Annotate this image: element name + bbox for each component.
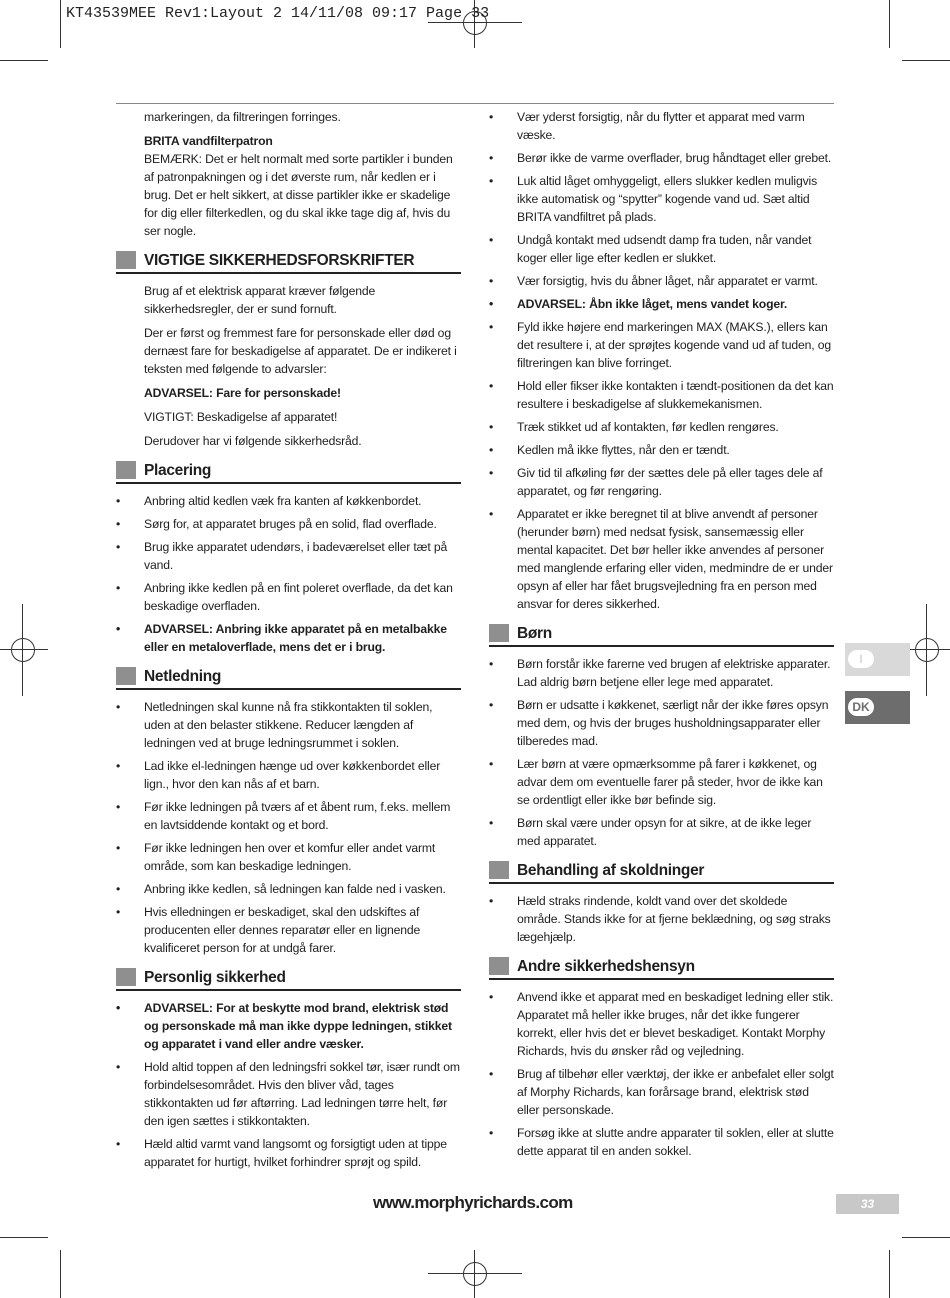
heading-marker — [116, 667, 136, 685]
heading-marker — [489, 624, 509, 642]
crop-mark — [902, 1237, 950, 1238]
brita-text: BEMÆRK: Det er helt normalt med sorte partikler i bunden af patronpakningen og i det øverste rum, når kedlen er i brug. Det er helt sikkert, at disse partikler ikke er skadelige for dig eller filterkedlen, og du skal ikke tage dig af, hvis du ser nogle. — [144, 152, 453, 238]
list-item: • Hæld altid varmt vand langsomt og forsigtigt uden at tippe apparatet for hurtigt, hvilket forhindrer sprøjt og spild. — [116, 1137, 447, 1169]
list-item: • Hvis elledningen er beskadiget, skal den udskiftes af producenten eller dennes reparatør eller en lignende kvalificeret person for at undgå farer. — [116, 905, 421, 955]
right-column — [489, 108, 834, 1165]
crop-mark — [902, 60, 950, 61]
list-item: • Sørg for, at apparatet bruges på en solid, flad overflade. — [116, 517, 437, 531]
list-item: • Forsøg ikke at slutte andre apparater til soklen, eller at slutte dette apparat til en anden sokkel. — [489, 1126, 834, 1158]
list-item: • Træk stikket ud af kontakten, før kedlen rengøres. — [489, 420, 779, 434]
list-item: • Brug af tilbehør eller værktøj, der ikke er anbefalet eller solgt af Morphy Richards, kan forårsage brand, elektrisk stød eller personskade. — [489, 1067, 834, 1117]
safety-important: VIGTIGT: Beskadigelse af apparatet! — [144, 410, 338, 424]
section-heading-born: Børn — [489, 623, 834, 647]
list-item: • Lær børn at være opmærksomme på farer i køkkenet, og advar dem om eventuelle farer på steder, hvor de ikke kan se ordentligt eller ikke bør befinde sig. — [489, 757, 823, 807]
personlig-list — [116, 999, 461, 1171]
list-item: • Hold eller fikser ikke kontakten i tændt-positionen da det kan resultere i beskadigelse af slukkemekanismen. — [489, 379, 834, 411]
list-item-warning: • ADVARSEL: For at beskytte mod brand, elektrisk stød og personskade må man ikke dyppe ledningen, stikket og apparatet i vand eller andre væsker. — [116, 1001, 452, 1051]
crop-mark — [926, 604, 927, 696]
header-rule — [116, 103, 834, 104]
language-code-badge: I — [848, 650, 874, 668]
safety-paragraph: Derudover har vi følgende sikkerhedsråd. — [144, 434, 362, 448]
heading-marker — [489, 957, 509, 975]
list-item: • Før ikke ledningen på tværs af et åbent rum, f.eks. mellem en lavtsiddende kontakt og et bord. — [116, 800, 451, 832]
registration-mark-icon — [463, 1262, 487, 1286]
crop-mark — [889, 1250, 890, 1298]
crop-mark — [0, 60, 48, 61]
heading-marker — [116, 251, 136, 269]
list-item: • Luk altid låget omhyggeligt, ellers slukker kedlen muligvis ikke automatisk og “spytter” kogende vand ud. Sæt altid BRITA vandfiltret på plads. — [489, 174, 818, 224]
list-item: • Fyld ikke højere end markeringen MAX (MAKS.), ellers kan det resultere i, at der sprøjtes kogende vand ud af tuden, og filtreringen kan blive forringet. — [489, 320, 832, 370]
safety-paragraph: Der er først og fremmest fare for personskade eller død og dernæst fare for beskadigelse af apparatet. De er indikeret i teksten med følgende to advarsler: — [144, 326, 457, 376]
section-heading-skoldninger: Behandling af skoldninger — [489, 860, 834, 884]
website-url: www.morphyrichards.com — [373, 1193, 573, 1212]
list-item: • Apparatet er ikke beregnet til at blive anvendt af personer (herunder børn) med nedsat fysisk, sansemæssig eller mental kapacitet. Det bør heller ikke anvendes af personer med manglende erfaring eller viden, medmindre de er under opsyn af eller har fået brugsvejledning fra en person med ansvar for deres sikkerhed. — [489, 507, 833, 611]
list-item: • Netledningen skal kunne nå fra stikkontakten til soklen, uden at den belaster stikkene. Reducer længden af ledningen ved at bruge ledningsrummet i soklen. — [116, 700, 433, 750]
safety-warning: ADVARSEL: Fare for personskade! — [144, 386, 341, 400]
list-item: • Anvend ikke et apparat med en beskadiget ledning eller stik. Apparatet må heller ikke bruges, når det ikke fungerer korrekt, eller hvis det er blevet beskadiget. Kontakt Morphy Richards, hvis du ønsker råd og vejledning. — [489, 990, 834, 1058]
crop-mark — [428, 1273, 522, 1274]
section-heading-placering: Placering — [116, 460, 461, 484]
born-list — [489, 655, 834, 850]
list-item: • Berør ikke de varme overflader, brug håndtaget eller grebet. — [489, 151, 832, 165]
list-item-warning: • ADVARSEL: Åbn ikke låget, mens vandet koger. — [489, 297, 788, 311]
crop-mark — [0, 1237, 48, 1238]
heading-marker — [116, 968, 136, 986]
list-item: • Hæld straks rindende, koldt vand over det skoldede område. Stands ikke for at fjerne beklædning, og søg straks lægehjælp. — [489, 894, 831, 944]
andre-list — [489, 988, 834, 1160]
placering-list — [116, 492, 461, 656]
list-item: • Undgå kontakt med udsendt damp fra tuden, når vandet koger eller lige efter kedlen er slukket. — [489, 233, 812, 265]
list-item: • Lad ikke el-ledningen hænge ud over køkkenbordet eller lign., hvor den kan nås af et barn. — [116, 759, 441, 791]
list-item: • Anbring ikke kedlen, så ledningen kan falde ned i vasken. — [116, 882, 446, 896]
list-item: • Anbring ikke kedlen på en fint poleret overflade, da det kan beskadige overfladen. — [116, 581, 453, 613]
list-item: • Anbring altid kedlen væk fra kanten af køkkenbordet. — [116, 494, 422, 508]
crop-mark — [60, 1250, 61, 1298]
left-column — [116, 108, 461, 1176]
registration-mark-icon — [11, 638, 35, 662]
list-item: • Børn forstår ikke farerne ved brugen af elektriske apparater. Lad aldrig børn betjene eller lege med apparatet. — [489, 657, 831, 689]
list-item: • Vær yderst forsigtig, når du flytter et apparat med varm væske. — [489, 110, 805, 142]
list-item: • Giv tid til afkøling før der sættes dele på eller tages dele af apparatet, og før rengøring. — [489, 466, 823, 498]
intro-line: markeringen, da filtreringen forringes. — [144, 110, 341, 124]
list-item: • Hold altid toppen af den ledningsfri sokkel tør, især rundt om forbindelsesområdet. Hvis den bliver våd, tages stikkontakten ud før aftørring. Lad ledningen tørre helt, før den igen sættes i stikkontakten. — [116, 1060, 460, 1128]
crop-mark — [22, 604, 23, 696]
registration-mark-icon — [915, 638, 939, 662]
list-item: • Før ikke ledningen hen over et komfur eller andet varmt område, som kan beskadige ledningen. — [116, 841, 436, 873]
list-item: • Vær forsigtig, hvis du åbner låget, når apparatet er varmt. — [489, 274, 818, 288]
general-safety-list — [489, 108, 834, 613]
crop-mark — [0, 649, 48, 650]
safety-paragraph: Brug af et elektrisk apparat kræver følgende sikkerhedsregler, der er sund fornuft. — [144, 284, 376, 316]
language-code-badge: DK — [848, 698, 874, 716]
heading-marker — [116, 461, 136, 479]
skold-list — [489, 892, 834, 946]
crop-mark — [428, 22, 522, 23]
list-item: • Børn er udsatte i køkkenet, særligt når der ikke føres opsyn med dem, og hvis der bruges husholdningsapparater eller tilberedes mad. — [489, 698, 829, 748]
list-item-warning: • ADVARSEL: Anbring ikke apparatet på en metalbakke eller en metaloverflade, mens det er i brug. — [116, 622, 447, 654]
page-number: 33 — [836, 1194, 899, 1214]
heading-marker — [489, 861, 509, 879]
brita-title: BRITA vandfilterpatron — [144, 134, 273, 148]
section-heading-personlig: Personlig sikkerhed — [116, 967, 461, 991]
crop-mark — [889, 0, 890, 48]
section-heading-netledning: Netledning — [116, 666, 461, 690]
list-item: • Børn skal være under opsyn for at sikre, at de ikke leger med apparatet. — [489, 816, 812, 848]
print-slug: KT43539MEE Rev1:Layout 2 14/11/08 09:17 Page 33 — [66, 5, 490, 22]
section-heading-andre: Andre sikkerhedshensyn — [489, 956, 834, 980]
language-tab-i[interactable] — [845, 643, 910, 676]
section-heading-safety: VIGTIGE SIKKERHEDSFORSKRIFTER — [116, 250, 461, 274]
list-item: • Kedlen må ikke flyttes, når den er tændt. — [489, 443, 730, 457]
language-tab-dk[interactable] — [845, 691, 910, 724]
crop-mark — [60, 0, 61, 48]
crop-mark — [474, 1250, 475, 1298]
netledning-list — [116, 698, 461, 957]
list-item: • Brug ikke apparatet udendørs, i badeværelset eller tæt på vand. — [116, 540, 448, 572]
